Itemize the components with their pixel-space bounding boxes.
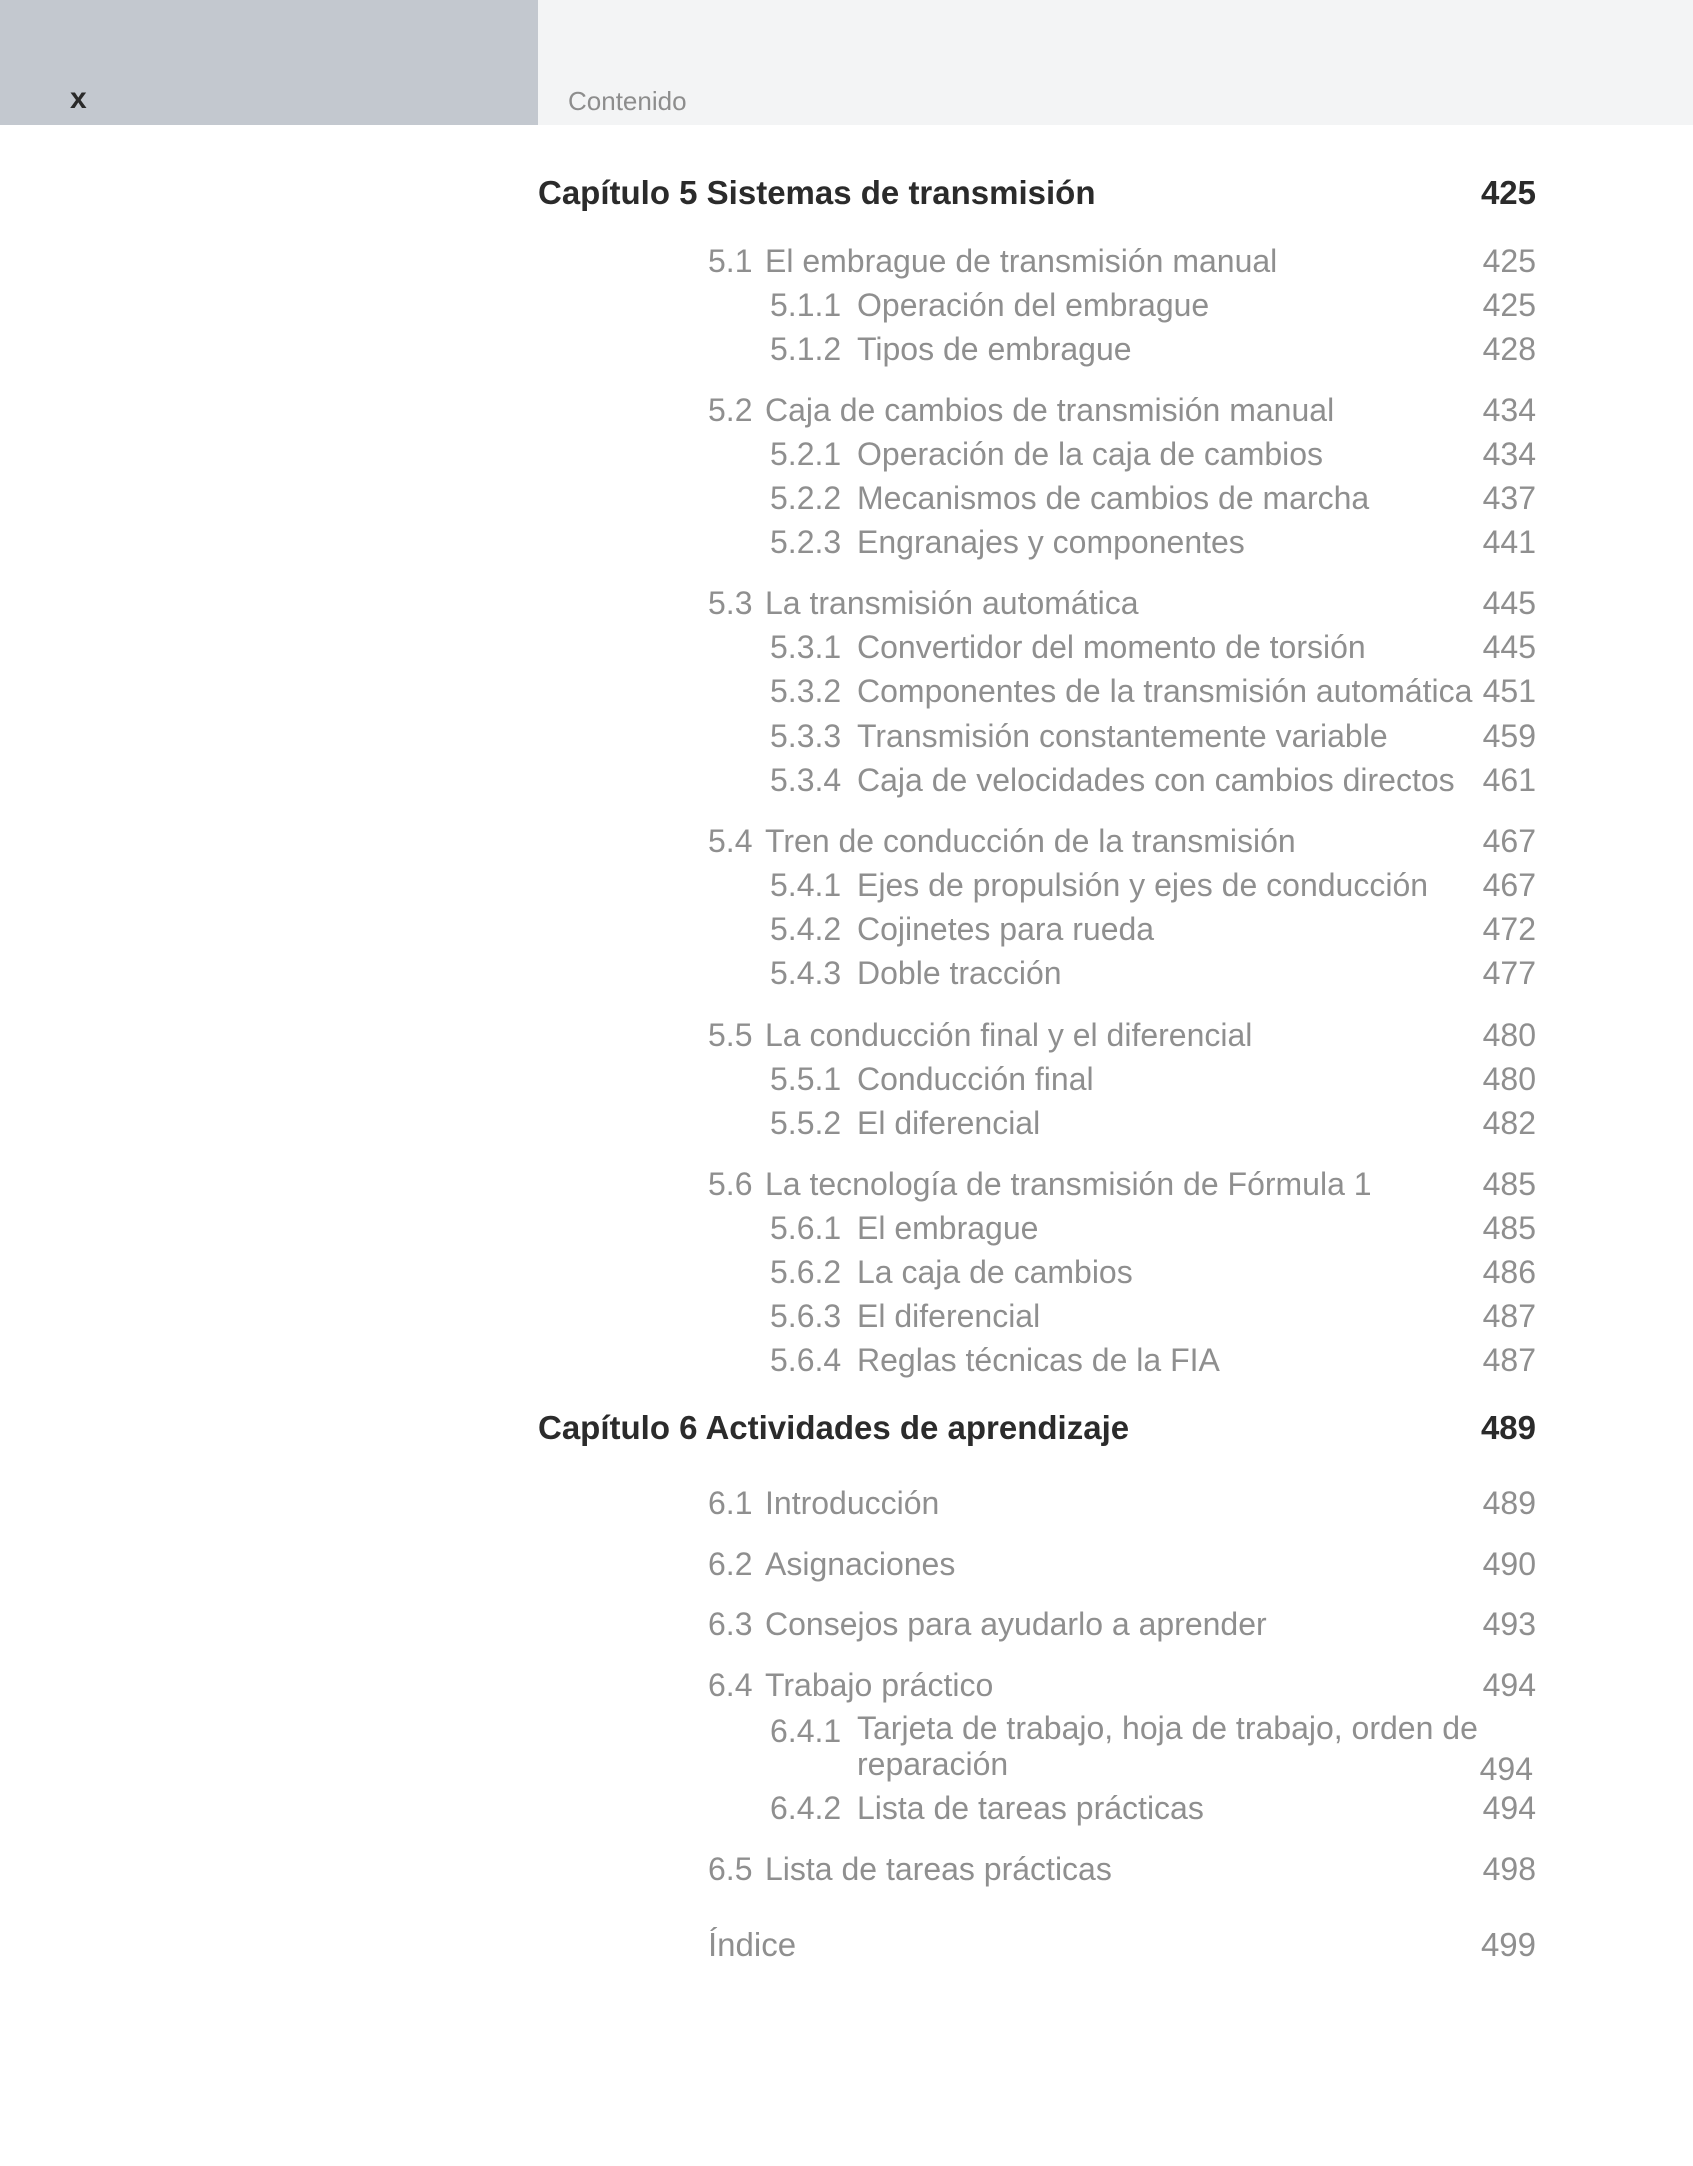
toc-subsection-entry[interactable] bbox=[0, 1058, 1693, 1100]
entry-number: 6.1 bbox=[708, 1485, 753, 1521]
toc-subsection-entry[interactable] bbox=[0, 521, 1693, 563]
entry-title: Introducción bbox=[765, 1485, 940, 1521]
toc-subsection-entry[interactable] bbox=[0, 715, 1693, 757]
entry-page: 425 bbox=[1482, 287, 1536, 323]
toc-subsection-entry[interactable] bbox=[0, 864, 1693, 906]
entry-page: 461 bbox=[1482, 762, 1536, 798]
entry-title: Caja de cambios de transmisión manual bbox=[765, 392, 1335, 428]
toc-section-entry[interactable] bbox=[0, 389, 1693, 431]
entry-page: 472 bbox=[1482, 911, 1536, 947]
entry-title: Transmisión constantemente variable bbox=[857, 718, 1388, 754]
entry-page: 487 bbox=[1482, 1298, 1536, 1334]
toc-subsection-entry[interactable] bbox=[0, 433, 1693, 475]
entry-title: El diferencial bbox=[857, 1298, 1041, 1334]
toc-subsection-entry[interactable] bbox=[0, 284, 1693, 326]
entry-title: Operación de la caja de cambios bbox=[857, 436, 1324, 472]
entry-title: Trabajo práctico bbox=[765, 1667, 994, 1703]
chapter-title: Capítulo 6 Actividades de aprendizaje bbox=[538, 1409, 1130, 1446]
entry-number: 5.4.3 bbox=[770, 955, 842, 991]
entry-title: El embrague bbox=[857, 1210, 1039, 1246]
entry-number: 5.6.2 bbox=[770, 1254, 842, 1290]
toc-subsection-entry[interactable] bbox=[0, 328, 1693, 370]
toc-section-entry[interactable] bbox=[0, 1163, 1693, 1205]
toc-subsection-entry[interactable] bbox=[0, 1295, 1693, 1337]
entry-page: 437 bbox=[1482, 480, 1536, 516]
entry-number: 5.3.4 bbox=[770, 762, 842, 798]
entry-title: Asignaciones bbox=[765, 1546, 956, 1582]
entry-title-line2: reparación bbox=[857, 1746, 1009, 1782]
entry-page: 490 bbox=[1482, 1546, 1536, 1582]
toc-section-entry[interactable] bbox=[0, 1482, 1693, 1524]
chapter-heading[interactable] bbox=[0, 172, 1693, 214]
entry-number: 6.4 bbox=[708, 1667, 753, 1703]
entry-title-line1: Tarjeta de trabajo, hoja de trabajo, orden de bbox=[857, 1710, 1478, 1746]
entry-page: 425 bbox=[1482, 243, 1536, 279]
entry-number: 5.4.1 bbox=[770, 867, 842, 903]
entry-title: La tecnología de transmisión de Fórmula 1 bbox=[765, 1166, 1372, 1202]
chapter-page: 489 bbox=[1480, 1409, 1536, 1446]
entry-title: Caja de velocidades con cambios directos bbox=[857, 762, 1455, 798]
entry-number: 5.2.3 bbox=[770, 524, 842, 560]
entry-title: Ejes de propulsión y ejes de conducción bbox=[857, 867, 1429, 903]
entry-number: 5.3.2 bbox=[770, 673, 842, 709]
entry-page: 489 bbox=[1482, 1485, 1536, 1521]
entry-number: 6.4.2 bbox=[770, 1790, 842, 1826]
entry-number: 5.2.2 bbox=[770, 480, 842, 516]
entry-page: 441 bbox=[1482, 524, 1536, 560]
entry-page: 477 bbox=[1482, 955, 1536, 991]
toc-section-entry[interactable] bbox=[0, 1603, 1693, 1645]
entry-title: Engranajes y componentes bbox=[857, 524, 1245, 560]
entry-page: 494 bbox=[1479, 1751, 1533, 1787]
entry-number: 5.5.2 bbox=[770, 1105, 842, 1141]
toc-subsection-entry[interactable] bbox=[0, 1787, 1693, 1829]
entry-number: 6.2 bbox=[708, 1546, 753, 1582]
entry-number: 5.5.1 bbox=[770, 1061, 842, 1097]
entry-title: Reglas técnicas de la FIA bbox=[857, 1342, 1220, 1378]
entry-title: El embrague de transmisión manual bbox=[765, 243, 1278, 279]
entry-title: La conducción final y el diferencial bbox=[765, 1017, 1253, 1053]
toc-index-entry[interactable] bbox=[0, 1924, 1693, 1966]
toc-subsection-entry[interactable] bbox=[0, 1207, 1693, 1249]
toc-subsection-entry[interactable] bbox=[0, 670, 1693, 712]
entry-page: 485 bbox=[1482, 1166, 1536, 1202]
entry-page: 493 bbox=[1482, 1606, 1536, 1642]
entry-page: 494 bbox=[1482, 1667, 1536, 1703]
toc-section-entry[interactable] bbox=[0, 1848, 1693, 1890]
toc-subsection-entry[interactable] bbox=[0, 908, 1693, 950]
entry-number: 5.6 bbox=[708, 1166, 753, 1202]
chapter-title: Capítulo 5 Sistemas de transmisión bbox=[538, 174, 1096, 211]
entry-number: 6.5 bbox=[708, 1851, 753, 1887]
entry-page: 487 bbox=[1482, 1342, 1536, 1378]
toc-subsection-entry[interactable] bbox=[0, 1339, 1693, 1381]
toc-subsection-entry[interactable] bbox=[0, 626, 1693, 668]
entry-page: 467 bbox=[1482, 867, 1536, 903]
entry-title: Mecanismos de cambios de marcha bbox=[857, 480, 1370, 516]
entry-title: La caja de cambios bbox=[857, 1254, 1133, 1290]
entry-page: 434 bbox=[1482, 436, 1536, 472]
entry-title: Consejos para ayudarlo a aprender bbox=[765, 1606, 1267, 1642]
page-number: x bbox=[70, 82, 87, 115]
toc-subsection-entry[interactable] bbox=[0, 952, 1693, 994]
toc-section-entry[interactable] bbox=[0, 1543, 1693, 1585]
entry-number: 5.3.3 bbox=[770, 718, 842, 754]
entry-number: 5.1 bbox=[708, 243, 753, 279]
toc-subsection-entry[interactable] bbox=[0, 759, 1693, 801]
entry-title: Tren de conducción de la transmisión bbox=[765, 823, 1296, 859]
entry-number: 5.6.1 bbox=[770, 1210, 842, 1246]
index-title: Índice bbox=[708, 1926, 797, 1963]
entry-title: Lista de tareas prácticas bbox=[765, 1851, 1112, 1887]
entry-title: Convertidor del momento de torsión bbox=[857, 629, 1366, 665]
entry-page: 445 bbox=[1482, 585, 1536, 621]
entry-number: 5.2.1 bbox=[770, 436, 842, 472]
entry-number: 5.5 bbox=[708, 1017, 753, 1053]
entry-page: 451 bbox=[1482, 673, 1536, 709]
entry-title: Lista de tareas prácticas bbox=[857, 1790, 1204, 1826]
toc-section-entry[interactable] bbox=[0, 1664, 1693, 1706]
index-page: 499 bbox=[1480, 1926, 1536, 1963]
header-band-right bbox=[538, 0, 1693, 125]
entry-title: Doble tracción bbox=[857, 955, 1062, 991]
entry-title: El diferencial bbox=[857, 1105, 1041, 1141]
entry-number: 5.3.1 bbox=[770, 629, 842, 665]
toc-subsection-entry[interactable] bbox=[0, 1251, 1693, 1293]
entry-page: 428 bbox=[1482, 331, 1536, 367]
entry-page: 480 bbox=[1482, 1017, 1536, 1053]
entry-page: 467 bbox=[1482, 823, 1536, 859]
entry-number: 5.3 bbox=[708, 585, 753, 621]
entry-number: 6.4.1 bbox=[770, 1713, 842, 1749]
entry-page: 485 bbox=[1482, 1210, 1536, 1246]
entry-page: 480 bbox=[1482, 1061, 1536, 1097]
entry-page: 482 bbox=[1482, 1105, 1536, 1141]
entry-title: Operación del embrague bbox=[857, 287, 1210, 323]
toc-section-entry[interactable] bbox=[0, 1014, 1693, 1056]
entry-title: Componentes de la transmisión automática bbox=[857, 673, 1473, 709]
entry-page: 445 bbox=[1482, 629, 1536, 665]
chapter-page: 425 bbox=[1480, 174, 1536, 211]
entry-number: 5.4.2 bbox=[770, 911, 842, 947]
entry-page: 486 bbox=[1482, 1254, 1536, 1290]
toc-subsection-entry[interactable] bbox=[0, 1710, 1693, 1790]
toc-section-entry[interactable] bbox=[0, 820, 1693, 862]
entry-number: 5.1.2 bbox=[770, 331, 842, 367]
entry-title: Conducción final bbox=[857, 1061, 1094, 1097]
entry-page: 498 bbox=[1482, 1851, 1536, 1887]
entry-number: 5.4 bbox=[708, 823, 753, 859]
running-title: Contenido bbox=[568, 86, 687, 116]
entry-page: 459 bbox=[1482, 718, 1536, 754]
chapter-heading[interactable] bbox=[0, 1407, 1693, 1449]
toc-section-entry[interactable] bbox=[0, 240, 1693, 282]
entry-number: 5.6.4 bbox=[770, 1342, 842, 1378]
toc-subsection-entry[interactable] bbox=[0, 477, 1693, 519]
entry-title: Cojinetes para rueda bbox=[857, 911, 1155, 947]
toc-subsection-entry[interactable] bbox=[0, 1102, 1693, 1144]
entry-number: 5.1.1 bbox=[770, 287, 842, 323]
entry-number: 6.3 bbox=[708, 1606, 753, 1642]
entry-page: 494 bbox=[1482, 1790, 1536, 1826]
entry-page: 434 bbox=[1482, 392, 1536, 428]
entry-number: 5.6.3 bbox=[770, 1298, 842, 1334]
entry-number: 5.2 bbox=[708, 392, 753, 428]
toc-section-entry[interactable] bbox=[0, 582, 1693, 624]
entry-title: Tipos de embrague bbox=[857, 331, 1132, 367]
entry-title: La transmisión automática bbox=[765, 585, 1139, 621]
